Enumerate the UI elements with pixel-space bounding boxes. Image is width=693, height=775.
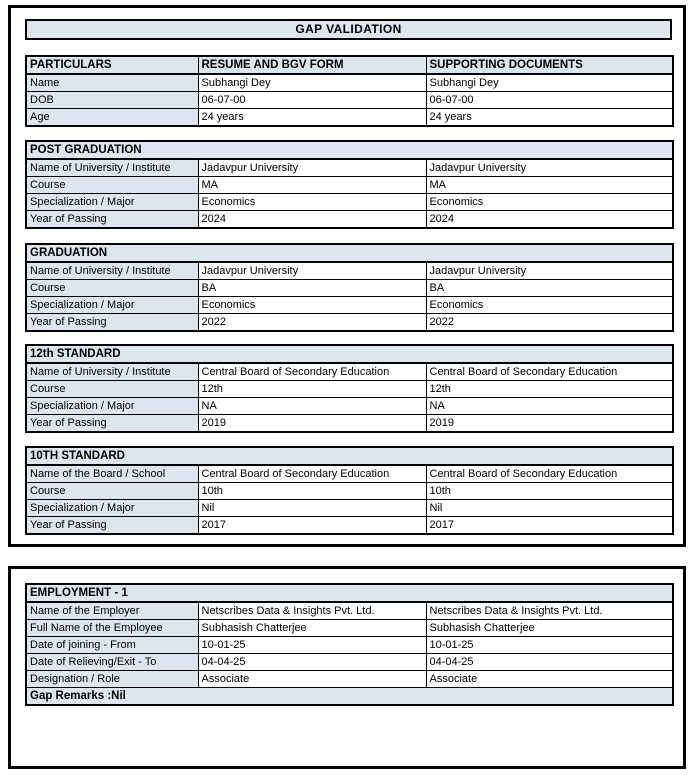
table-row [26,465,673,483]
cell-resume: Netscribes Data & Insights Pvt. Ltd. [198,602,426,620]
table-row [26,654,673,671]
cell-resume: Economics [198,297,426,314]
cell-supporting: Nil [426,500,673,517]
particulars-table [25,55,674,127]
cell-resume: BA [198,280,426,297]
table-row [26,381,673,398]
cell-supporting: 04-04-25 [426,654,673,671]
row-label: Name of the Employer [26,602,198,620]
twelfth-standard-table [25,344,674,433]
cell-supporting: Associate [426,671,673,688]
row-label: Name of the Board / School [26,465,198,483]
column-header-resume: RESUME AND BGV FORM [198,56,426,74]
graduation-table [25,243,674,332]
cell-resume: 24 years [198,109,426,127]
section-title: 10TH STANDARD [26,447,673,465]
cell-resume: 2022 [198,314,426,332]
section-header-row [26,345,673,363]
cell-supporting: 06-07-00 [426,92,673,109]
cell-resume: Associate [198,671,426,688]
cell-resume: 10-01-25 [198,637,426,654]
section-header-row [26,447,673,465]
row-label: Name of University / Institute [26,159,198,177]
row-label: Date of Relieving/Exit - To [26,654,198,671]
table-row [26,671,673,688]
row-label: Course [26,177,198,194]
cell-supporting: 10-01-25 [426,637,673,654]
cell-resume: Subhasish Chatterjee [198,620,426,637]
row-label: Year of Passing [26,415,198,433]
post-graduation-table [25,140,674,229]
table-row [26,363,673,381]
row-label: Specialization / Major [26,194,198,211]
cell-supporting: Economics [426,297,673,314]
cell-resume: NA [198,398,426,415]
cell-resume: 10th [198,483,426,500]
row-label: Specialization / Major [26,398,198,415]
cell-supporting: 24 years [426,109,673,127]
gap-remarks-row [26,688,673,706]
section-title: GRADUATION [26,244,673,262]
row-label: Name of University / Institute [26,262,198,280]
row-label: Course [26,280,198,297]
table-row [26,500,673,517]
cell-supporting: 2019 [426,415,673,433]
row-label: Course [26,381,198,398]
row-label: Name of University / Institute [26,363,198,381]
cell-supporting: Netscribes Data & Insights Pvt. Ltd. [426,602,673,620]
table-row [26,297,673,314]
row-label: Specialization / Major [26,297,198,314]
row-label: Year of Passing [26,517,198,535]
table-row [26,314,673,332]
table-row [26,637,673,654]
gap-remarks: Gap Remarks :Nil [26,688,673,706]
cell-resume: 06-07-00 [198,92,426,109]
cell-resume: Central Board of Secondary Education [198,465,426,483]
cell-supporting: 10th [426,483,673,500]
cell-resume: 12th [198,381,426,398]
row-label: Full Name of the Employee [26,620,198,637]
section-header-row [26,244,673,262]
table-row [26,398,673,415]
cell-supporting: Economics [426,194,673,211]
cell-supporting: 2024 [426,211,673,229]
cell-resume: Central Board of Secondary Education [198,363,426,381]
table-row [26,194,673,211]
table-row [26,280,673,297]
cell-supporting: Subhangi Dey [426,74,673,92]
cell-supporting: NA [426,398,673,415]
cell-supporting: Central Board of Secondary Education [426,363,673,381]
tenth-standard-table [25,446,674,535]
cell-supporting: 2017 [426,517,673,535]
row-label: Year of Passing [26,211,198,229]
table-row [26,211,673,229]
cell-supporting: 2022 [426,314,673,332]
cell-supporting: BA [426,280,673,297]
table-row [26,517,673,535]
row-label: Designation / Role [26,671,198,688]
table-row [26,74,673,92]
row-label: Name [26,74,198,92]
row-label: Year of Passing [26,314,198,332]
cell-supporting: MA [426,177,673,194]
section-header-row [26,141,673,159]
table-row [26,415,673,433]
employment-table [25,583,674,706]
section-title: EMPLOYMENT - 1 [26,584,673,602]
table-row [26,620,673,637]
table-row [26,602,673,620]
cell-supporting: Subhasish Chatterjee [426,620,673,637]
row-label: Specialization / Major [26,500,198,517]
row-label: Date of joining - From [26,637,198,654]
cell-resume: MA [198,177,426,194]
cell-supporting: Central Board of Secondary Education [426,465,673,483]
table-row [26,92,673,109]
cell-resume: 2017 [198,517,426,535]
cell-resume: Jadavpur University [198,262,426,280]
column-header-supporting: SUPPORTING DOCUMENTS [426,56,673,74]
cell-supporting: Jadavpur University [426,262,673,280]
cell-resume: Jadavpur University [198,159,426,177]
row-label: DOB [26,92,198,109]
cell-resume: 2024 [198,211,426,229]
section-header-row [26,584,673,602]
cell-supporting: Jadavpur University [426,159,673,177]
cell-resume: 2019 [198,415,426,433]
table-row [26,177,673,194]
row-label: Course [26,483,198,500]
cell-supporting: 12th [426,381,673,398]
table-row [26,483,673,500]
table-header-row [26,56,673,74]
page-title: GAP VALIDATION [25,19,672,40]
section-title: POST GRADUATION [26,141,673,159]
cell-resume: Nil [198,500,426,517]
cell-resume: Subhangi Dey [198,74,426,92]
row-label: Age [26,109,198,127]
column-header-particulars: PARTICULARS [26,56,198,74]
cell-resume: Economics [198,194,426,211]
cell-resume: 04-04-25 [198,654,426,671]
table-row [26,159,673,177]
table-row [26,109,673,127]
section-title: 12th STANDARD [26,345,673,363]
table-row [26,262,673,280]
